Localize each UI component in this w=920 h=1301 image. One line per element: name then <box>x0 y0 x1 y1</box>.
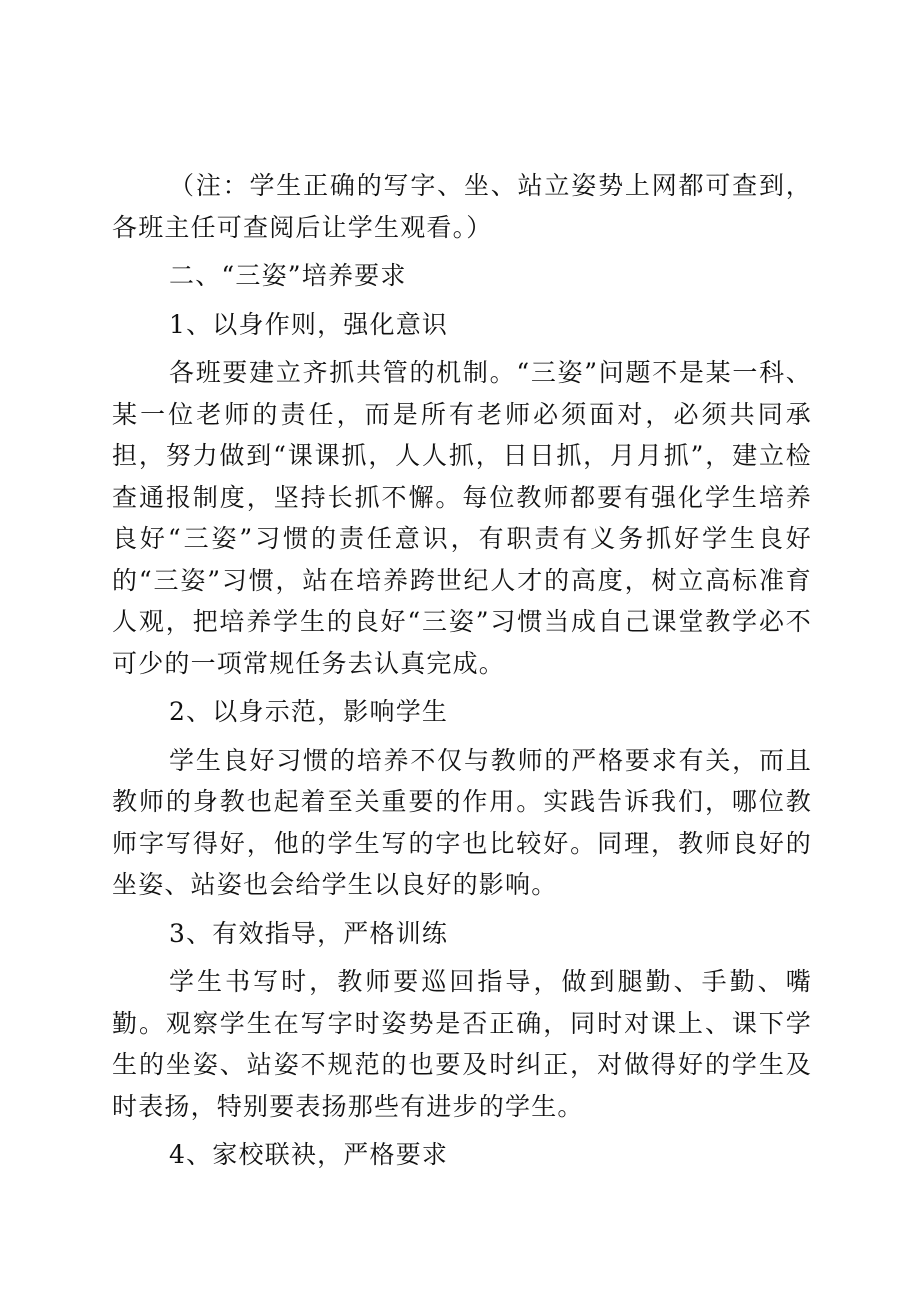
document-body <box>112 165 812 1183</box>
item-4-heading: 4、家校联袂，严格要求 <box>169 1140 449 1169</box>
item-1-body: 各班要建立齐抓共管的机制。“三姿”问题不是某一科、某一位老师的责任，而是所有老师必须面对，必须共同承担，努力做到“课课抓，人人抓，日日抓，月月抓”，建立检查通报制度，坚持长抓不懈。每位教师都要有强化学生培养良好“三姿”习惯的责任意识，有职责有义务抓好学生良好的“三姿”习惯，站在培养跨世纪人才的高度，树立高标准育人观，把培养学生的良好“三姿”习惯当成自己课堂教学必不可少的一项常规任务去认真完成。 <box>112 358 812 678</box>
item-2-heading: 2、以身示范，影响学生 <box>169 697 449 726</box>
item-3-heading: 3、有效指导，严格训练 <box>169 918 449 948</box>
item-2-body: 学生良好习惯的培养不仅与教师的严格要求有关，而且教师的身教也起着至关重要的作用。实践告诉我们，哪位教师字写得好，他的学生写的字也比较好。同理，教师良好的坐姿、站姿也会给学生以良好的影响。 <box>112 745 812 899</box>
note-paragraph: （注：学生正确的写字、坐、站立姿势上网都可查到，各班主任可查阅后让学生观看。） <box>112 171 812 242</box>
item-1-heading: 1、以身作则，强化意识 <box>169 309 449 339</box>
item-3-body: 学生书写时，教师要巡回指导，做到腿勤、手勤、嘴勤。观察学生在写字时姿势是否正确，同时对课上、课下学生的坐姿、站姿不规范的也要及时纠正，对做得好的学生及时表扬，特别要表扬那些有进步的学生。 <box>112 967 812 1121</box>
section-title: 二、“三姿”培养要求 <box>169 261 407 290</box>
